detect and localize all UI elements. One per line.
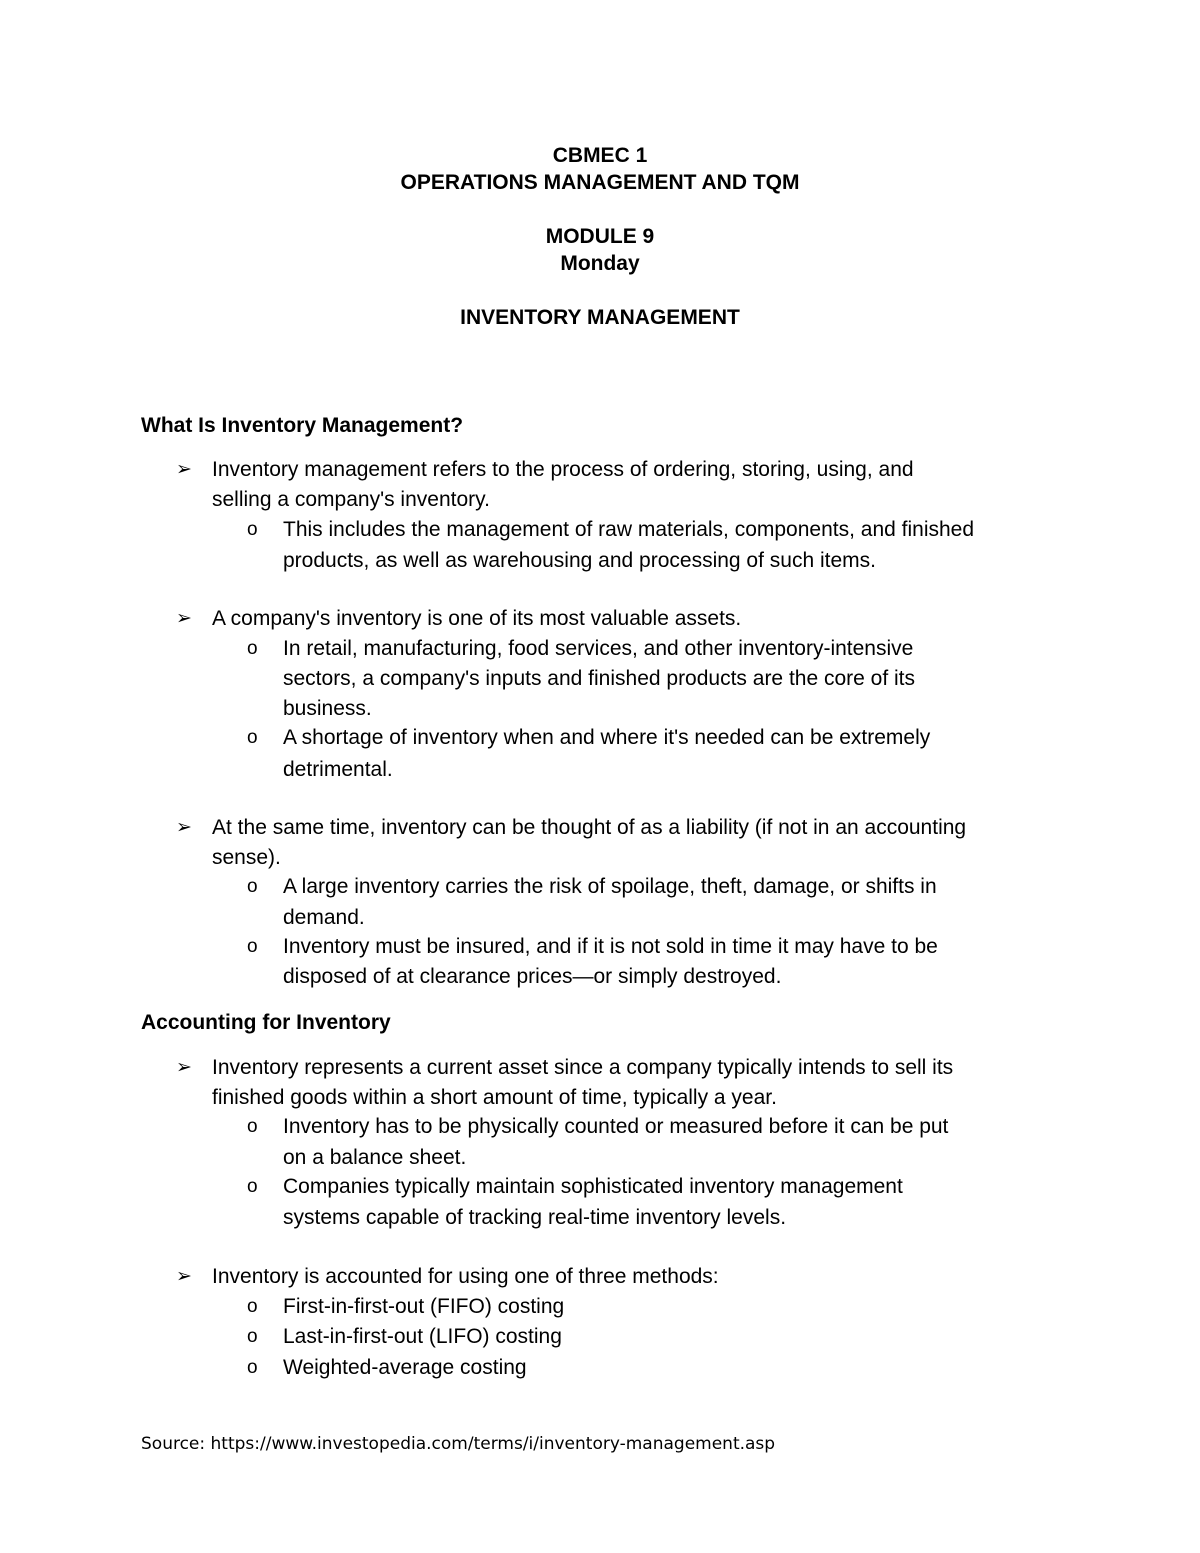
subpoint-line: In retail, manufacturing, food services, and other inventory-intensive [283, 637, 914, 660]
arrow-bullet-icon: ➢ [176, 817, 192, 838]
circle-bullet-icon: o [247, 638, 258, 659]
subpoint-line: This includes the management of raw materials, components, and finished [283, 518, 975, 541]
section-heading-what-is: What Is Inventory Management? [141, 414, 464, 437]
arrow-bullet-icon: ➢ [176, 1057, 192, 1078]
course-title: OPERATIONS MANAGEMENT AND TQM [400, 171, 800, 194]
subpoint-line: sectors, a company's inputs and finished products are the core of its [283, 667, 916, 690]
source-citation [141, 1432, 775, 1456]
circle-bullet-icon: o [247, 519, 258, 540]
point-line: selling a company's inventory. [212, 488, 490, 511]
circle-bullet-icon: o [247, 936, 258, 957]
subpoint-line: systems capable of tracking real-time inventory levels. [283, 1206, 787, 1229]
subpoint-line: First-in-first-out (FIFO) costing [283, 1295, 565, 1318]
circle-bullet-icon: o [247, 1357, 258, 1378]
subpoint-line: detrimental. [283, 758, 393, 781]
point-line: finished goods within a short amount of time, typically a year. [212, 1086, 777, 1109]
circle-bullet-icon: o [247, 1296, 258, 1317]
point-line: Inventory represents a current asset since a company typically intends to sell its [212, 1056, 954, 1079]
source-url: https://www.investopedia.com/terms/i/inventory-management.asp [210, 1434, 776, 1454]
circle-bullet-icon: o [247, 1176, 258, 1197]
subpoint-line: Companies typically maintain sophisticated inventory management [283, 1175, 903, 1198]
point-line: Inventory management refers to the process of ordering, storing, using, and [212, 458, 914, 481]
subpoint-line: demand. [283, 906, 365, 929]
course-code: CBMEC 1 [552, 144, 648, 167]
subpoint-line: disposed of at clearance prices—or simply destroyed. [283, 965, 782, 988]
module-day: Monday [560, 252, 640, 275]
point-line: At the same time, inventory can be thought of as a liability (if not in an accounting [212, 816, 967, 839]
section-heading-accounting: Accounting for Inventory [141, 1011, 391, 1034]
subpoint-line: business. [283, 697, 372, 720]
subpoint-line: A large inventory carries the risk of spoilage, theft, damage, or shifts in [283, 875, 937, 898]
subpoint-line: Inventory must be insured, and if it is not sold in time it may have to be [283, 935, 938, 958]
arrow-bullet-icon: ➢ [176, 459, 192, 480]
module-number: MODULE 9 [545, 225, 655, 248]
arrow-bullet-icon: ➢ [176, 608, 192, 629]
subpoint-line: A shortage of inventory when and where it's needed can be extremely [283, 726, 931, 749]
subpoint-line: Inventory has to be physically counted or measured before it can be put [283, 1115, 949, 1138]
subpoint-line: on a balance sheet. [283, 1146, 467, 1169]
circle-bullet-icon: o [247, 1326, 258, 1347]
point-line: A company's inventory is one of its most valuable assets. [212, 607, 742, 630]
circle-bullet-icon: o [247, 876, 258, 897]
circle-bullet-icon: o [247, 1116, 258, 1137]
circle-bullet-icon: o [247, 727, 258, 748]
subpoint-line: Weighted-average costing [283, 1356, 527, 1379]
subpoint-line: Last-in-first-out (LIFO) costing [283, 1325, 562, 1348]
point-line: Inventory is accounted for using one of three methods: [212, 1265, 719, 1288]
arrow-bullet-icon: ➢ [176, 1266, 192, 1287]
topic-title: INVENTORY MANAGEMENT [460, 306, 740, 329]
point-line: sense). [212, 846, 281, 869]
subpoint-line: products, as well as warehousing and processing of such items. [283, 549, 876, 572]
source-label: Source: [141, 1434, 206, 1454]
